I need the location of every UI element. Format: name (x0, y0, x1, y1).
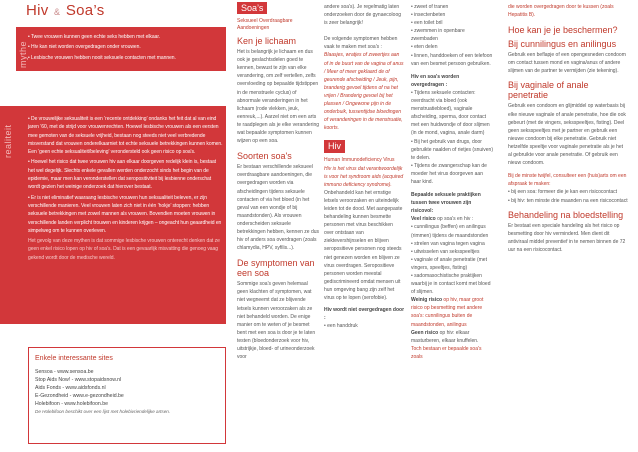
title-amp: & (54, 7, 61, 17)
column-bescherming (508, 3, 628, 254)
list-item: • insectenbeten (411, 12, 446, 19)
column-soas (237, 2, 319, 361)
page-title (26, 2, 105, 19)
veel-risico-tail: op soa's en hiv : (435, 216, 474, 223)
list-item: • vaginale of anale penetratie (met vingers, speeltjes, fisting) (411, 256, 487, 271)
link-holebifoon[interactable]: Holebifoon - www.holebifoon.be (35, 401, 108, 407)
heading-niet-overgedragen: Hiv wordt niet overgedragen door : (324, 307, 405, 322)
title-hiv: Hiv (26, 2, 49, 19)
heading-bloedstelling: Behandeling na bloedstelling (508, 209, 624, 220)
mythe-list (28, 33, 224, 64)
geen-risico (411, 329, 493, 345)
heading-bescherm: Hoe kan je je beschermen? (508, 25, 618, 36)
list-item: • bij hiv: ten minste drie maanden na een risicocontact (508, 197, 628, 204)
mythe-item: • Lesbische vrouwen hebben nooit seksuele contacten met mannen. (28, 54, 176, 61)
list-item: • Tijdens seksuele contacten: overdracht via bloed (ook menstruatiebloed), vaginale afscheiding, sperma, door contact met een huidwondje of door slijmen (in de mond, vagina, anale darm) (411, 89, 490, 137)
hiv-heading: Hiv (324, 140, 345, 152)
list-item: • strelen van vagina tegen vagina (411, 240, 485, 247)
realiteit-tag: realiteit (3, 124, 13, 158)
soas-heading: Soa’s (237, 2, 267, 14)
realiteit-list (28, 115, 224, 264)
title-soas: Soa’s (65, 2, 105, 19)
heading-penetratie: Bij vaginale of anale penetratie (508, 80, 589, 101)
mythe-item: • Hiv kan niet worden overgedragen onder vrouwen. (28, 44, 141, 51)
para-symptomen-list: Blaasjes, wratjes of zweertjes aan of in de buurt van de vagina of anus / Meer of meer geklaard de of geurende afscheiding / Jeuk, pijn, branderig gevoel tijdens of na het vrijen / Branderig gevoel bij het plassen / Ongewone pijn in de onderbuik, tussentijdse bloedingen of veranderingen in de menstruatie, koorts. (324, 52, 404, 132)
heading-ken-lichaam: Ken je lichaam (237, 36, 297, 47)
veel-risico-label: Veel risico (411, 216, 436, 223)
para-bloedstelling: Er bestaat een speciale handeling als het risico op besmetting door hiv verminderd. Men dient dit antiviraal middel preventief in te nemen binnen de 72 uur na een risicocontact. (508, 222, 626, 253)
link-egezondheid[interactable]: E-Gezondheid - www.e-gezondheid.be (35, 393, 124, 399)
list-item: • Bij het gebruik van drugs, door gebruikte naalden of rietjes (snuiven) te delen. (411, 138, 493, 161)
list-item: • Tijdens de zwangerschap kan de moeder het virus doorgeven aan haar kind. (411, 162, 487, 185)
veel-risico (411, 215, 493, 223)
realiteit-item: • Er is niet eliminatief waaraang lesbische vrouwen hun seksualiteit beleven, er zijn verschillende manieren. Veel vrouwen laten zich niet in één ‘hokje’ stoppen: hebben seksuele betrekkingen met zowel mannen als vrouwen. Bovendien moeten vrouwen in verschillende landen verplicht trouwen en kinderen krijgen – ongeacht hun geaardheid en simpelweg om te kunnen overleven. (28, 194, 222, 234)
link-stopaidsnow[interactable]: Stop Aids Now! - www.stopaidsnow.nl (35, 377, 122, 383)
list-item: • cunnilingus (beffen) en anilingus (rimmen) tijdens de maandstonden (411, 224, 489, 239)
geen-risico-tail: op hiv: elkaar masturberen, elkaar knuffelen. (411, 329, 479, 344)
realiteit-note: Het gevolg van deze mythen is dat sommige lesbische vrouwen onterecht denken dat ze geen enkel risico lopen op hiv of soa's. Dat is een gevaarlijk misvatting die genoeg vaag gekend wordt door de medische wereld. (28, 238, 220, 261)
para-intro: andere soa's). Je regelmatig laten onderzoeken door de gynaecoloog is zeer belangrijk! (324, 4, 402, 27)
para-hiv: Onbehandeld kan het ernstige letsels veroorzaken en uiteindelijk leiden tot de dood. Met aangepaste behandeling kunnen besmette personen met virus beschikken over ontstaan van ziektevershijnselen en blijven seropositieve personen nog steeds niet genezen worden en blijven ze virus overdragen. Seropositieve personen worden meestal gediscrimineerd omdat mensen uit hun omgeving bang zijn zelf het virus op te lopen (serofobie). (324, 189, 403, 301)
para-symptomen: Sommige soa's geven helemaal geen klachten of symptomen, wat niet wegneemt dat ze blijvende letsels kunnen veroorzaken als ze niet behandeld worden. De enige manier om te weten of je besmet bent met een soa is door je te laten testen (bloedonderzoek voor hiv, uitstrijkje, bloed- of urineonderzoek voor (237, 281, 316, 361)
link-sensoa[interactable]: Sensoa - www.sensoa.be (35, 369, 94, 375)
links-box (28, 347, 226, 444)
heading-cunnilingus: Bij cunnilingus en anilingus (508, 39, 617, 50)
weinig-risico-tail: op hiv, maar groot risico op besmetting met andere soa's: cunnilingus buiten de maandstonden, anilingus (411, 297, 484, 328)
para-penetratie: Gebruik een condoom en glijmiddel op waterbasis bij elke nieuwe vaginale of anale penetratie, hoe die ook gebeurt (met de vingers, seksspeeltjes, fisting). Deel geen seksspeeltjes met je partner en gebruik een nieuwe condoom bij elke penetratie. Gebruik niet hetzelfde speeltje voor vaginale penetratie als je het al gebruikte voor anale penetratie. Of gebruik een nieuw condoom. (508, 103, 626, 167)
links-heading: Enkele interessante sites (35, 355, 113, 362)
soas-caption: Seksueel Overdraagbare Aandoeningen (237, 18, 293, 32)
para-ken-lichaam: Het is belangrijk je lichaam en dus ook je geslachtsdelen goed te kennen, bewust te zijn van elke verandering, om zelf vertellen, zelfs overvloeding op bepaalde tijdstippen in de menstruele cyclus) of abnormale veranderingen in het lichaam (rode vlekken, jeuk, eenreuk,...). Aarzel niet om een arts te raadplegen als je elke verandering wat bepaalde symptomen kunnen wijzen op een soa. (237, 49, 319, 145)
para-vaccin: Toch bestaan er bepaalde soa's zoals (411, 345, 482, 360)
list-item: • linnen, handdoeken of een telefoon van een besmet persoon gebruiken. (411, 52, 493, 67)
list-item: • zweet of tranen (411, 4, 449, 10)
weinig-risico (411, 296, 493, 328)
weinig-risico-label: Weinig risico (411, 297, 443, 304)
list-item: • een toilet bril (411, 20, 443, 27)
column-hiv (324, 3, 404, 330)
link-aidsfonds[interactable]: Aids Fonds - www.aidsfonds.nl (35, 385, 106, 391)
list-item: • uitwisselen van seksspeeltjes (411, 248, 480, 255)
hiv-caption: Human Immunodeficiency Virus (324, 156, 395, 163)
list-item: • sadomasochistische praktijken waarbij je in contact komt met bloed of slijmen. (411, 273, 491, 296)
geen-risico-label: Geen risico (411, 329, 439, 336)
para-cunnilingus: Gebruik een beflapje of een opengesneden condoom om contact tussen mond en vagina/anus of andere slijmen van de partner te vermijden (zie tekening). (508, 52, 626, 75)
heading-overgedragen: Hiv en soa's worden overgedragen : (411, 73, 460, 88)
item-handdruk: • een handdruk (324, 323, 358, 330)
para-twijfel: Bij de minste twijfel, consulteer een (huis)arts om een afspraak te maken: (508, 173, 627, 188)
realiteit-item: • Hoewel het risico dat twee vrouwen hiv aan elkaar doorgeven redelijk klein is, bestaat het wel degelijk. Slechts enkele gevallen werden onderzocht sinds het begin van de epidemie, maar men kan veronderstellen dat seropositiviteit bij lesbienne onderschat wordt gezien het weinige onderzoek dat hierover bestaat. (28, 159, 217, 191)
para-soorten: Er bestaan verschillende seksueel overdraagbare aandoeningen, die overgedragen worden via afscheidingen tijdens seksuele contacten of via het bloed (in het geval van een wondje of bij maandstonden). Als vrouwen onderscheiden seksuele betrekkingen hebben, kennen ze dus hiv of anders soa overdragen (zoals chlamydia, HPV, syfilis...). (237, 164, 320, 252)
list-item: • eten delen (411, 44, 438, 51)
heading-praktijken: Bepaalde seksuele praktijken tussen twee vrouwen zijn risicovol: (411, 192, 481, 215)
list-item: • zwemmen in openbare zwembaden (411, 28, 465, 43)
mythe-item: • Twee vrouwen kunnen geen echte seks hebben met elkaar. (28, 34, 161, 40)
para-kussen: die worden overgedragen door te kussen (zoals Hepatitis B). (508, 4, 614, 19)
list-item: • bij een soa: formeer die je kan een risicocontact (508, 189, 618, 196)
mythe-tag: mythe (18, 40, 28, 68)
para-hiv-def: Hiv is het virus dat verantwoordelijk is voor het syndroom aids (acquired immuno deficiency syndrome). (324, 165, 404, 188)
column-overdracht (411, 3, 493, 361)
realiteit-item: • De vrouwelijke seksualiteit is een ‘recente ontdekking’ ondanks het feit dat al van eind jaren ’60, met de strijd voor vrouwenrechten. Hoewel lesbische vrouwen als een eersten mee gemoten van de seksuele vrijheid, bestaan nog steeds niet veel verbredende misverstand dat vrouwen onderelkaarniet tot echte seksuele betrekkingen kunnen komen. Een ‘geen echte seksualiteit/beleving’ verondersteld ook geen risico op soa's. (28, 116, 223, 156)
heading-soorten: Soorten soa's (237, 151, 292, 162)
links-disclaimer: De Holebifoon beschikt over een lijst met holebivriendelijke artsen. (35, 409, 171, 414)
heading-symptomen: De symptomen van een soa (237, 258, 315, 279)
para-symptomen-intro: De volgende symptomen hebben vaak te maken met soa's : (324, 36, 398, 51)
